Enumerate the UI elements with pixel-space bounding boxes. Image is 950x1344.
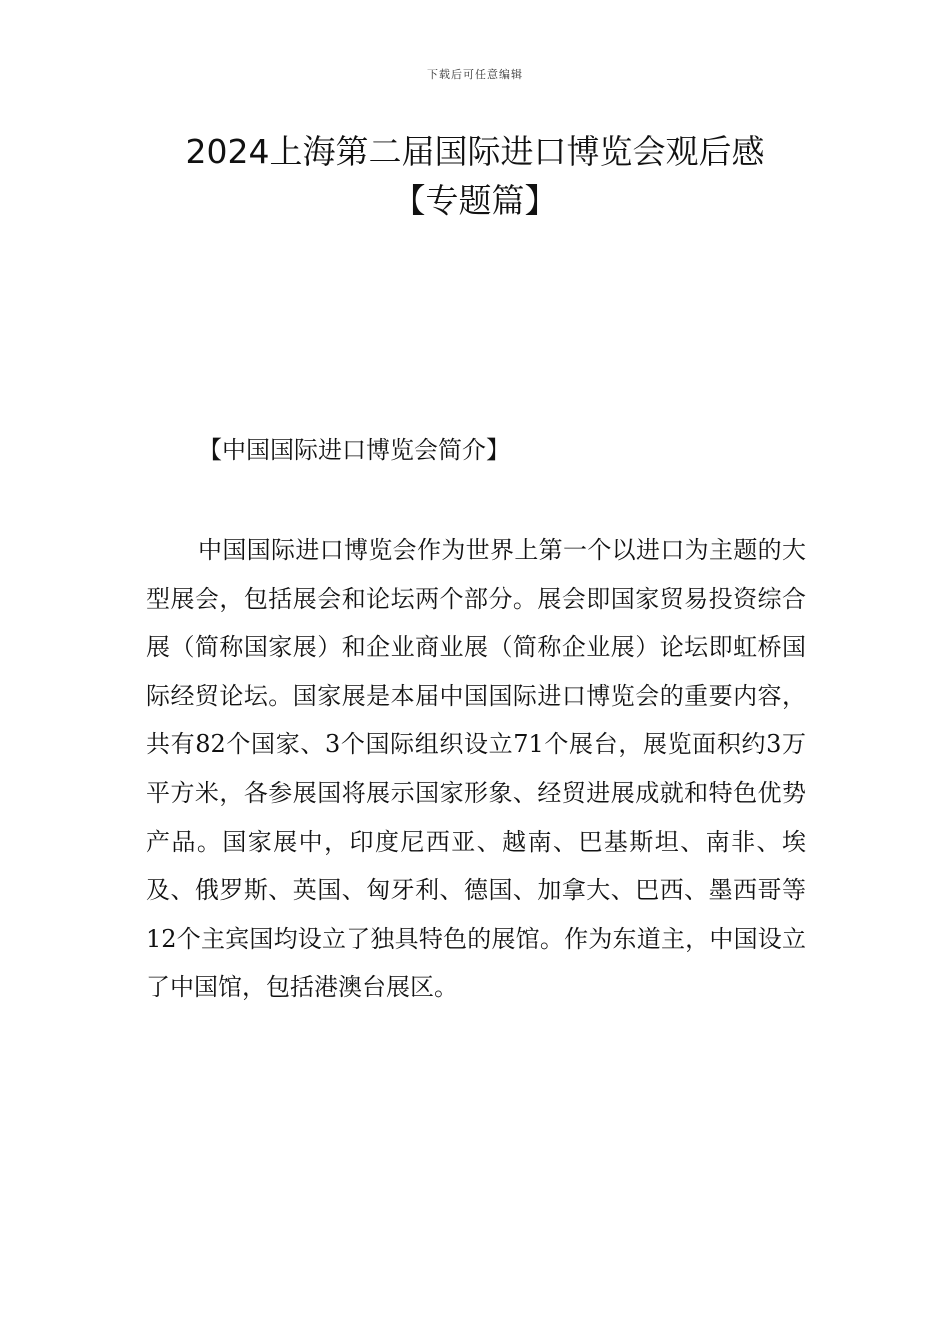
section-heading: 【中国国际进口博览会简介】 — [198, 436, 510, 464]
title-line-1: 2024上海第二届国际进口博览会观后感 — [185, 132, 765, 171]
document-title — [0, 127, 950, 225]
title-line-2: 【专题篇】 — [392, 181, 558, 220]
header-note: 下载后可任意编辑 — [427, 68, 523, 81]
body-paragraph: 中国国际进口博览会作为世界上第一个以进口为主题的大型展会，包括展会和论坛两个部分。展会即国家贸易投资综合展（简称国家展）和企业商业展（简称企业展）论坛即虹桥国际经贸论坛。国家展是本届中国国际进口博览会的重要内容，共有82个国家、3个国际组织设立71个展台，展览面积约3万平方米，各参展国将展示国家形象、经贸进展成就和特色优势产品。国家展中，印度尼西亚、越南、巴基斯坦、南非、埃及、俄罗斯、英国、匈牙利、德国、加拿大、巴西、墨西哥等12个主宾国均设立了独具特色的展馆。作为东道主，中国设立了中国馆，包括港澳台展区。 — [146, 536, 806, 1002]
